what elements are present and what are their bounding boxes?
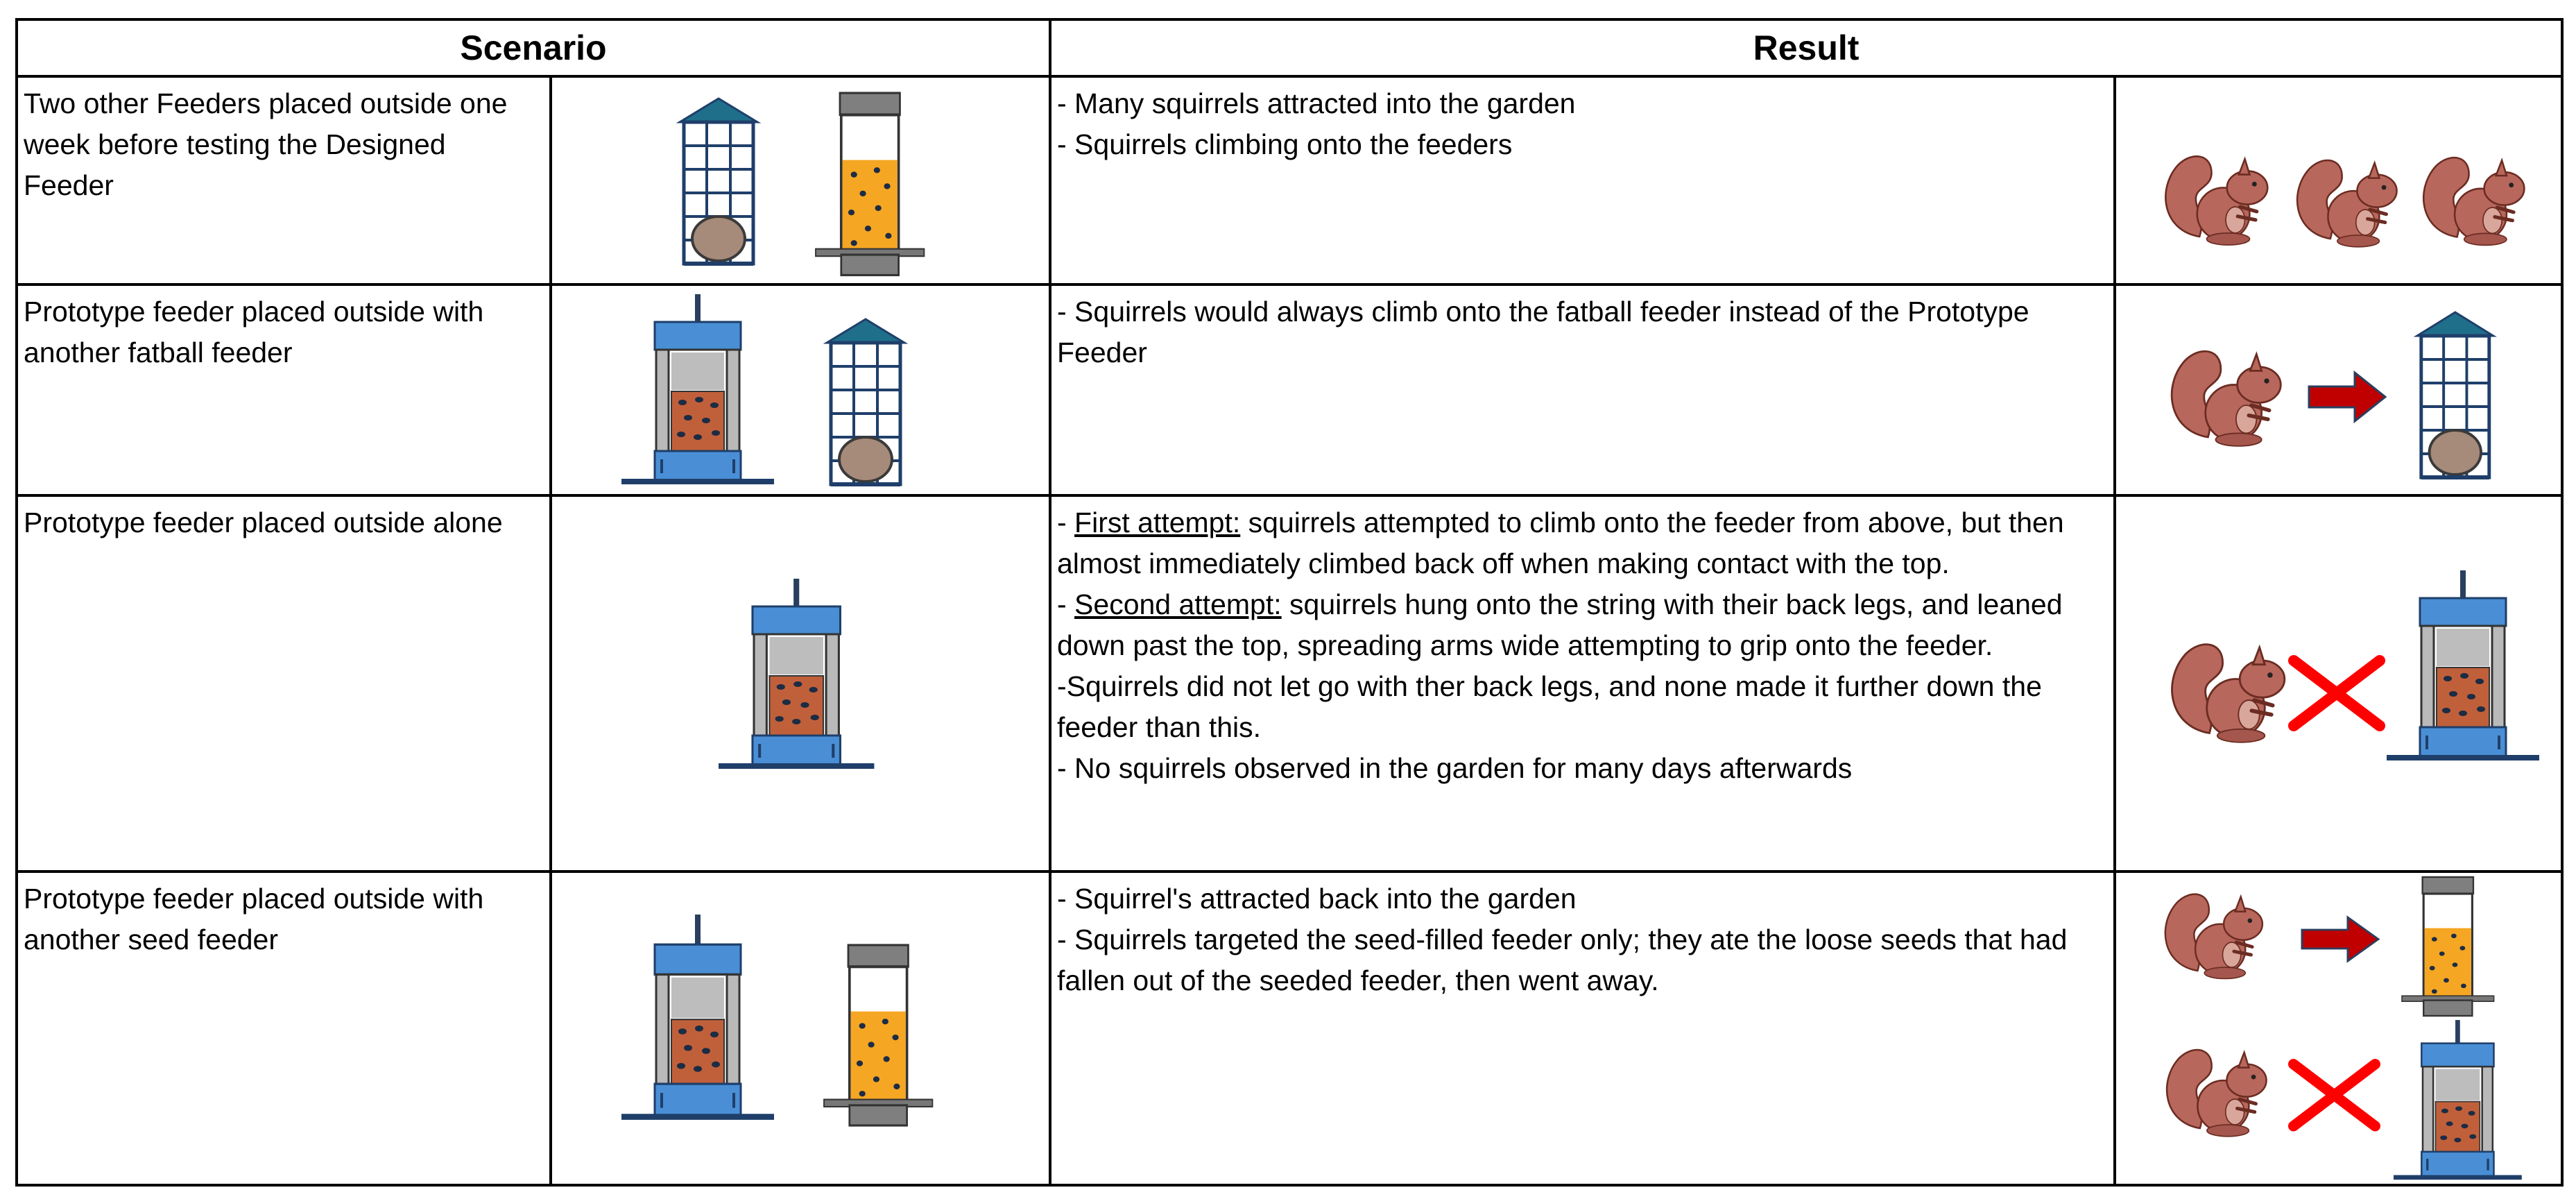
result-picture <box>2116 497 2564 870</box>
scenario-cell <box>17 495 551 872</box>
result-line: - Squirrels targeted the seed-filled feeder only; they ate the loose seeds that had fallen out of the seeded feeder, then went away. <box>1057 924 2068 996</box>
result-picture <box>2116 873 2564 1184</box>
result-prefix: - <box>1057 507 1075 538</box>
seed-feeder-icon <box>824 945 932 1125</box>
squirrel-icon <box>2172 351 2281 446</box>
scenario-text: Prototype feeder placed outside with another fatball feeder <box>24 296 484 368</box>
result-line-text: squirrels hung onto the string with their back legs, and leaned down past the top, spreading arms wide attempting to grip onto the feeder. <box>1057 588 2063 661</box>
red-arrow-icon <box>2309 373 2385 421</box>
result-cell <box>1050 495 2115 872</box>
results-document <box>15 18 2561 1181</box>
result-text <box>1051 78 2113 165</box>
fatball-feeder-icon <box>827 319 904 484</box>
result-picture-cell <box>2115 495 2562 872</box>
result-cell <box>1050 76 2115 284</box>
scenario-text: Prototype feeder placed outside with another seed feeder <box>24 883 484 955</box>
results-table <box>15 18 2564 1187</box>
seed-feeder-icon <box>816 93 924 275</box>
scenario-cell <box>17 76 551 284</box>
scenario-picture-cell <box>551 495 1050 872</box>
table-row <box>17 872 2562 1185</box>
result-picture-cell <box>2115 76 2562 284</box>
squirrel-icon <box>2167 1050 2266 1137</box>
prototype-feeder-icon <box>719 579 874 766</box>
scenario-picture-cell <box>551 872 1050 1185</box>
result-line: - No squirrels observed in the garden for many days afterwards <box>1057 752 1853 784</box>
red-cross-icon <box>2294 1064 2376 1126</box>
header-row <box>17 19 2562 76</box>
squirrel-icon <box>2423 158 2524 245</box>
scenario-picture <box>552 873 1051 1184</box>
seed-feeder-icon <box>2402 877 2494 1016</box>
attempt-label: Second attempt: <box>1074 588 1282 620</box>
scenario-cell <box>17 284 551 495</box>
result-line: -Squirrels did not let go with ther back legs, and none made it further down the feeder than this. <box>1057 670 2042 743</box>
scenario-picture <box>552 78 1051 283</box>
result-text <box>1051 873 2113 1001</box>
fatball-feeder-icon <box>680 99 757 264</box>
scenario-cell <box>17 872 551 1185</box>
red-arrow-icon <box>2302 917 2378 961</box>
prototype-feeder-icon <box>2394 1020 2522 1178</box>
result-header: Result <box>1050 19 2562 76</box>
result-line-text: squirrels attempted to climb onto the feeder from above, but then almost immediately climbed back off when making contact with the top. <box>1057 507 2064 579</box>
result-line <box>1057 584 2106 666</box>
table-row <box>17 284 2562 495</box>
prototype-feeder-icon <box>2387 570 2539 758</box>
result-prefix: - <box>1057 588 1075 620</box>
fatball-feeder-icon <box>2417 312 2493 477</box>
result-cell <box>1050 872 2115 1185</box>
result-line <box>1057 502 2106 584</box>
result-cell <box>1050 284 2115 495</box>
result-picture-cell <box>2115 284 2562 495</box>
scenario-text: Two other Feeders placed outside one week before testing the Designed Feeder <box>24 87 508 201</box>
attempt-label: First attempt: <box>1074 507 1241 538</box>
scenario-picture-cell <box>551 284 1050 495</box>
result-picture-cell <box>2115 872 2562 1185</box>
scenario-header: Scenario <box>17 19 1050 76</box>
scenario-text: Prototype feeder placed outside alone <box>24 507 503 538</box>
result-line: - Many squirrels attracted into the garden <box>1057 87 1576 119</box>
scenario-picture-cell <box>551 76 1050 284</box>
red-cross-icon <box>2294 661 2380 726</box>
squirrel-icon <box>2165 156 2267 245</box>
prototype-feeder-icon <box>621 294 774 482</box>
scenario-picture <box>552 286 1051 494</box>
prototype-feeder-icon <box>621 915 774 1117</box>
result-line: - Squirrels climbing onto the feeders <box>1057 128 1513 160</box>
squirrel-icon <box>2172 645 2285 742</box>
squirrel-icon <box>2165 894 2262 979</box>
table-row <box>17 76 2562 284</box>
result-line: - Squirrels would always climb onto the fatball feeder instead of the Prototype Feeder <box>1057 296 2029 368</box>
scenario-picture <box>552 497 1051 870</box>
result-text <box>1051 286 2113 373</box>
result-text <box>1051 497 2113 789</box>
result-line: - Squirrel's attracted back into the garden <box>1057 883 1577 915</box>
squirrel-icon <box>2297 160 2396 247</box>
table-row <box>17 495 2562 872</box>
result-picture <box>2116 78 2564 283</box>
result-picture <box>2116 286 2564 494</box>
